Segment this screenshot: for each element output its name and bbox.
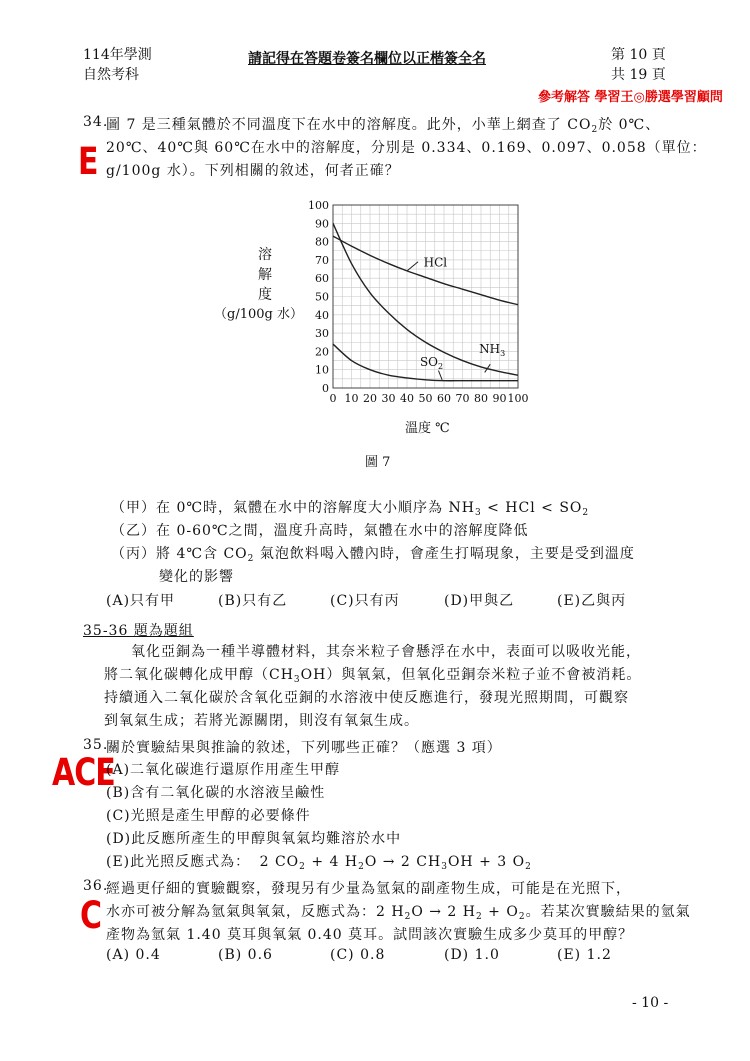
y-tick-label: 30 [315,327,329,341]
q34-line2: 20℃、40℃與 60℃在水中的溶解度，分別是 0.334、0.169、0.097、0.058（單位： [106,140,707,156]
y-tick-label: 60 [315,272,329,286]
y-tick-label: 90 [315,217,329,231]
chart-ylabel: 溶 解 度 [258,247,272,303]
q35-option-a: (A)二氧化碳進行還原作用產生甲醇 [106,762,341,778]
x-tick-label: 90 [492,392,507,405]
statement-bing-cont: 變化的影響 [159,569,234,585]
q36-line1: 經過更仔細的實驗觀察，發現另有少量為氫氣的副產物生成，可能是在光照下， [106,881,631,897]
q34-answer-mark: E [78,140,98,184]
x-tick-label: 30 [381,392,396,405]
page-number: - 10 - [632,995,669,1011]
q36-number: 36. [83,878,109,894]
series-label-nh3: $NH_3$ [479,342,506,359]
x-tick-label: 50 [418,392,433,405]
y-tick-label: 20 [315,345,329,359]
q35-option-c: (C)光照是產生甲醇的必要條件 [106,808,311,824]
q36-line2: 水亦可被分解為氫氣與氧氣，反應式為：2 $H_2O \to 2$ $H_2 + O_2$。若某次實驗結果的氫氣 [106,904,691,922]
y-tick-label: 0 [322,382,329,395]
x-tick-label: 10 [344,392,359,405]
group-para-line4: 到氧氣生成；若將光源關閉，則沒有氧氣生成。 [104,713,419,729]
q36-choice-c: (C) 0.8 [330,947,386,963]
q34-choice-d: (D)甲與乙 [444,593,515,609]
solubility-chart [300,195,540,440]
so2-leader-line [438,371,442,380]
q36-choice-e: (E) 1.2 [557,947,612,963]
q36-line3: 產物為氫氣 1.40 莫耳與氧氣 0.40 莫耳。試問該次實驗生成多少莫耳的甲醇？ [106,927,634,943]
page-indicator: 第 10 頁 [611,47,666,63]
q35-number: 35. [83,737,109,753]
x-tick-label: 60 [437,392,451,405]
answer-source: 參考解答 學習王◎勝選學習顧問 [538,90,723,105]
y-tick-label: 70 [315,253,329,267]
group-para-line2: 將二氧化碳轉化成甲醇$(CH_3OH)$與氧氣，但氧化亞銅奈米粒子並不會被消耗。 [104,667,642,685]
q34-line3: g/100g 水）。下列相關的敘述，何者正確？ [106,163,400,179]
q36-choice-d: (D) 1.0 [444,947,500,963]
group-para-line3: 持續通入二氧化碳於含氧化亞銅的水溶液中使反應進行，發現光照期間，可觀察 [104,690,629,706]
q35-option-d: (D)此反應所產生的甲醇與氧氣均難溶於水中 [106,831,402,847]
y-tick-label: 40 [315,308,329,322]
q36-choice-a: (A) 0.4 [106,947,161,963]
series-label-hcl: HCl [423,255,448,270]
group-para-line1: 氧化亞銅為一種半導體材料，其奈米粒子會懸浮在水中，表面可以吸收光能， [131,644,641,660]
signature-notice: 請記得在答題卷簽名欄位以正楷簽全名 [248,51,486,67]
exam-year: 114年學測 [83,47,152,63]
series-label-so2: $SO_2$ [419,355,444,372]
q34-line1: 圖 7 是三種氣體於不同溫度下在水中的溶解度。此外，小華上網查了 $CO_2$於 0℃、 [106,117,661,135]
q34-choice-e: (E)乙與丙 [557,593,627,609]
statement-yi: （乙）在 0-60℃之間，溫度升高時，氣體在水中的溶解度降低 [111,523,529,539]
chart-xlabel: 溫度 ℃ [405,421,450,436]
y-tick-label: 100 [308,199,329,212]
y-tick-label: 80 [315,235,329,249]
q35-stem: 關於實驗結果與推論的敘述，下列哪些正確？（應選 3 項） [106,740,502,756]
y-tick-label: 10 [315,363,329,377]
x-tick-label: 70 [455,392,470,405]
q35-answer-mark: ACE [52,751,115,795]
q36-choice-b: (B) 0.6 [218,947,273,963]
q35-option-e: (E)此光照反應式為： 2 $CO_2 + 4$ $H_2O \to 2$ $CH_3OH + 3$ $O_2$ [106,854,532,872]
x-tick-label: 100 [507,392,529,405]
figure-caption: 圖 7 [365,455,391,470]
q34-number: 34. [83,114,109,130]
subject-name: 自然考科 [83,67,139,83]
x-tick-label: 40 [400,392,414,405]
x-tick-label: 0 [329,392,337,405]
total-pages: 共 19 頁 [611,67,666,83]
q34-choice-a: (A)只有甲 [106,593,176,609]
x-tick-label: 80 [474,392,488,405]
q35-option-b: (B)含有二氧化碳的水溶液呈鹼性 [106,785,326,801]
statement-jia: （甲）在 0℃時，氣體在水中的溶解度大小順序為 $NH_3$ < HCl < $SO_2$ [111,500,590,518]
x-tick-label: 20 [363,392,377,405]
q36-answer-mark: C [80,894,102,938]
chart-ylabel-unit: （g/100g 水） [214,307,303,322]
q34-choice-c: (C)只有丙 [330,593,400,609]
statement-bing: （丙）將 4℃含 $CO_2$ 氣泡飲料喝入體內時，會產生打嗝現象，主要是受到溫度 [111,546,635,564]
y-tick-label: 50 [315,290,329,304]
q34-choice-b: (B)只有乙 [218,593,288,609]
group-title: 35-36 題為題組 [83,623,194,639]
